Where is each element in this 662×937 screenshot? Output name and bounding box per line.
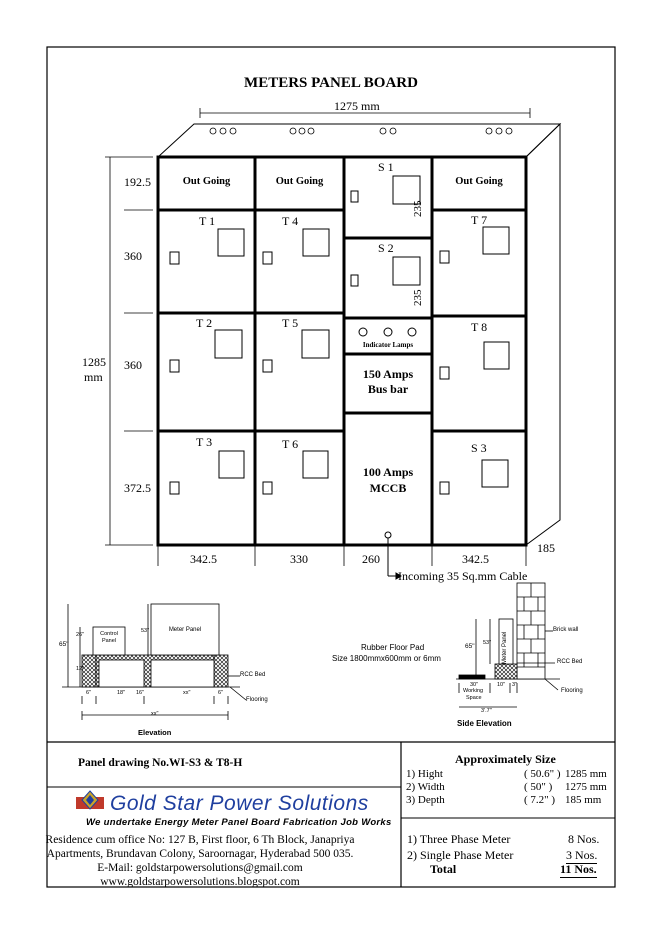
meter-window-t1 [218,229,244,256]
breaker-s2 [351,275,358,286]
meter-label-t1: T 1 [199,214,216,228]
meter-windows [170,176,509,494]
total-count: 11 Nos. [560,862,597,876]
approx-row-2-mm: 1275 mm [565,781,607,793]
incoming-cable-label: Incoming 35 Sq.mm Cable [398,569,528,583]
meter-window-t6 [303,451,328,478]
side-total: 3'.7" [481,708,492,714]
busbar-label-1: 150 Amps [362,367,414,381]
meter-window-s3 [482,460,508,487]
single-phase-label: 2) Single Phase Meter [407,848,514,862]
row-dim-2: 360 [124,249,142,263]
breaker-s1 [351,191,358,202]
side-meter-panel: Meter Panel [502,631,508,664]
row-dim-1: 192.5 [124,175,151,189]
side-w30: 30" [470,682,479,688]
elev-total: xx" [151,711,159,717]
breaker-t5 [263,360,272,372]
elev-rcc-bed: RCC Bed [240,672,266,678]
meter-window-t8 [484,342,509,369]
meter-label-t5: T 5 [282,316,299,330]
company-website: www.goldstarpowersolutions.blogspot.com [100,876,300,888]
row-dim-3: 360 [124,358,142,372]
breaker-t4 [263,252,272,264]
approx-row-3-label: 3) Depth [406,794,445,806]
meter-label-t2: T 2 [196,316,213,330]
approx-row-3-mm: 185 mm [565,794,602,806]
side-working-space-2: Space [466,695,482,701]
meter-window-t2 [215,330,242,358]
breaker-t6 [263,482,272,494]
rubber-pad-label-2: Size 1800mmx600mm or 6mm [332,654,441,663]
height-unit-label: mm [84,370,103,384]
page-title: METERS PANEL BOARD [244,75,418,91]
out-going-label-3: Out Going [455,176,503,187]
approx-row-1-mm: 1285 mm [565,768,607,780]
width-dimension-label: 1275 mm [334,99,380,113]
top-knockouts [210,128,512,134]
three-phase-count: 8 Nos. [568,832,600,846]
row-dim-4: 372.5 [124,481,151,495]
side-working-space-1: Working [463,688,484,694]
s2-height-label: 235 [412,289,424,306]
meter-window-t7 [483,227,509,254]
elev-h26: 26" [76,632,85,638]
col-dim-4: 342.5 [462,552,489,566]
meter-window-t5 [302,330,329,358]
out-going-label-1: Out Going [182,176,231,187]
meter-label-s2: S 2 [378,241,394,255]
company-tagline: We undertake Energy Meter Panel Board Fabrication Job Works [86,817,392,828]
elev-wxx: xx" [183,690,191,696]
elev-h65: 65" [59,641,69,648]
elev-w6b: 6" [218,690,224,696]
col-dim-3: 260 [362,552,380,566]
side-h53: 53" [483,640,492,646]
approx-row-1-label: 1) Hight [406,768,443,780]
three-phase-label: 1) Three Phase Meter [407,832,511,846]
elev-flooring: Flooring [246,697,268,703]
company-logo-icon [76,791,104,809]
panel-drawing-number: Panel drawing No.WI-S3 & T8-H [78,757,243,769]
single-phase-count: 3 Nos. [566,848,598,862]
meter-label-t8: T 8 [471,320,488,334]
elev-control-panel-label: Control Panel [100,631,118,644]
meter-window-t4 [303,229,329,256]
height-total-label: 1285 [82,355,106,369]
elevation-drawing [62,604,246,720]
side-h65: 65" [465,643,475,650]
rubber-pad-label-1: Rubber Floor Pad [361,643,425,652]
side-flooring: Flooring [561,688,583,694]
meter-label-t7: T 7 [471,213,488,227]
logo-text: GOLD STAR [78,809,102,814]
meter-label-s3: S 3 [471,441,487,455]
approx-row-1-inch: ( 50.6" ) [524,768,561,780]
elev-h53: 53" [141,628,150,634]
total-label: Total [430,862,457,876]
side-rcc-bed: RCC Bed [557,659,583,665]
side-brick-wall: Brick wall [553,627,579,633]
approx-row-2-label: 2) Width [406,781,445,793]
indicator-lamps [359,328,416,336]
meter-label-t4: T 4 [282,214,299,228]
meter-label-t3: T 3 [196,435,213,449]
meter-window-s2 [393,257,420,285]
breaker-t8 [440,367,449,379]
side-elevation-label: Side Elevation [457,719,512,728]
col-dim-1: 342.5 [190,552,217,566]
meter-window-t3 [219,451,244,478]
breaker-t2 [170,360,179,372]
breaker-t3 [170,482,179,494]
out-going-label-2: Out Going [275,176,324,187]
company-name: Gold Star Power Solutions [110,792,369,815]
meter-label-t6: T 6 [282,437,299,451]
busbar-label-2: Bus bar [367,382,409,396]
elev-w6a: 6" [86,690,92,696]
elevation-label: Elevation [138,728,172,737]
company-address-1: Residence cum office No: 127 B, First floor, 6 Th Block, Janapriya [45,834,355,846]
approx-row-2-inch: ( 50" ) [524,781,553,793]
depth-label: 185 [537,541,555,555]
breaker-t1 [170,252,179,264]
company-address-2: Apartments, Brundavan Colony, Saroornagar, Hyderabad 500 035. [46,848,354,860]
meter-label-s1: S 1 [378,160,394,174]
side-w10: 10" [497,682,506,688]
mccb-label-1: 100 Amps [362,465,414,479]
s1-height-label: 235 [412,200,424,217]
col-dim-2: 330 [290,552,308,566]
breaker-s3 [440,482,449,494]
elev-meter-panel-label: Meter Panel [168,627,202,633]
elev-w18: 18" [117,690,126,696]
mccb-label-2: MCCB [369,481,407,495]
elev-h12: 12" [76,666,85,672]
side-w3: 3" [512,682,518,688]
elev-w16: 16" [136,690,145,696]
approx-row-3-inch: ( 7.2" ) [524,794,556,806]
approx-size-heading: Approximately Size [455,752,556,766]
company-email: E-Mail: goldstarpowersolutions@gmail.com [97,862,303,874]
indicator-lamps-label: Indicator Lamps [362,341,414,349]
breaker-t7 [440,251,449,263]
